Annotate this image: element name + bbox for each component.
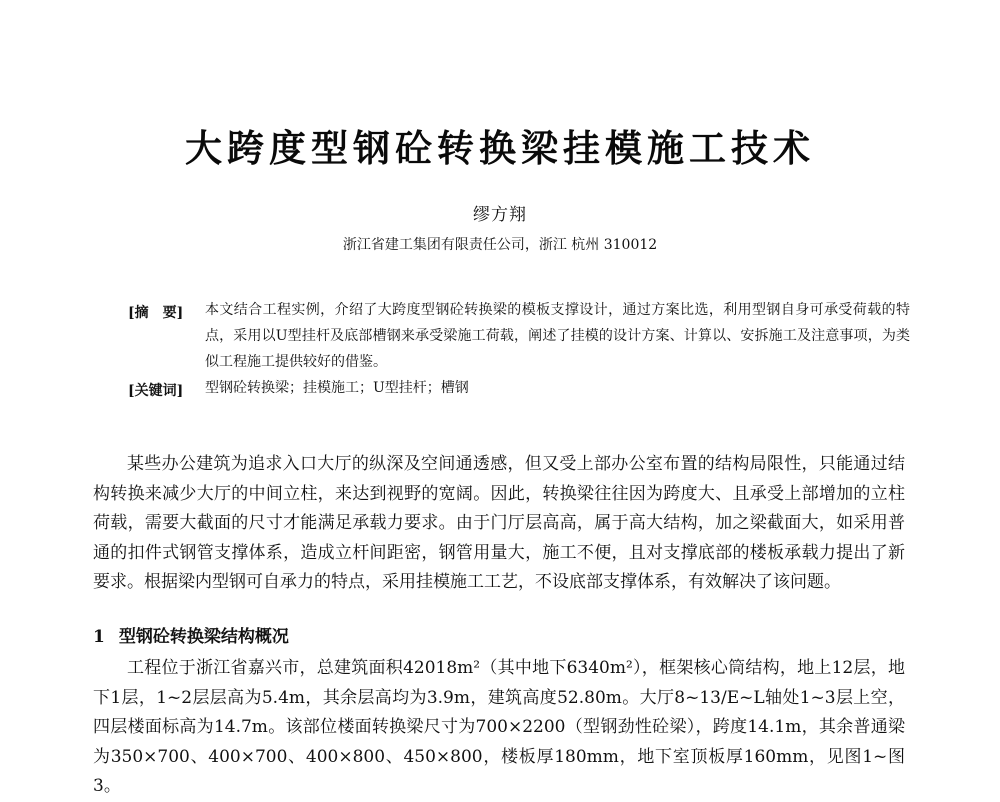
abstract-text: 本文结合工程实例，介绍了大跨度型钢砼转换梁的模板支撑设计，通过方案比选，利用型钢自身可承受荷载的特点，采用以U型挂杆及底部槽钢来承受梁施工荷载，阐述了挂模的设计方案、计算以、安拆施工及注意事项，为类似工程施工提供较好的借鉴。 <box>205 302 910 370</box>
keywords-label: [关键词] <box>128 383 184 399</box>
section-title: 型钢砼转换梁结构概况 <box>118 627 289 647</box>
author-name: 缪方翔 <box>473 205 527 225</box>
abstract-label: [摘 要] <box>128 305 184 321</box>
keywords-text: 型钢砼转换梁；挂模施工；U型挂杆；槽钢 <box>205 380 469 396</box>
paper-title: 大跨度型钢砼转换梁挂模施工技术 <box>185 127 815 170</box>
section-number: 1 <box>93 627 105 647</box>
intro-paragraph: 某些办公建筑为追求入口大厅的纵深及空间通透感，但又受上部办公室布置的结构局限性，只能通过结构转换来减少大厅的中间立柱，来达到视野的宽阔。因此，转换梁往往因为跨度大、且承受上部增加的立柱荷载，需要大截面的尺寸才能满足承载力要求。由于门厅层高高，属于高大结构，加之梁截面大，如采用普通的扣件式钢管支撑体系，造成立杆间距密，钢管用量大，施工不便，且对支撑底部的楼板承载力提出了新要求。根据梁内型钢可自承力的特点，采用挂模施工工艺，不设底部支撑体系，有效解决了该问题。 <box>93 454 905 593</box>
author-affiliation: 浙江省建工集团有限责任公司，浙江 杭州 310012 <box>342 237 658 253</box>
section-heading <box>93 622 289 647</box>
section1-paragraph: 工程位于浙江省嘉兴市，总建筑面积42018m²（其中地下6340m²），框架核心筒结构，地上12层，地下1层，1~2层层高为5.4m，其余层高均为3.9m，建筑高度52.80m。大厅8~13/E~L轴处1~3层上空，四层楼面标高为14.7m。该部位楼面转换梁尺寸为700×2200（型钢劲性砼梁），跨度14.1m，其余普通梁为350×700、400×700、400×800、450×800，楼板厚180mm，地下室顶板厚160mm，见图1~图3。 <box>93 658 905 797</box>
